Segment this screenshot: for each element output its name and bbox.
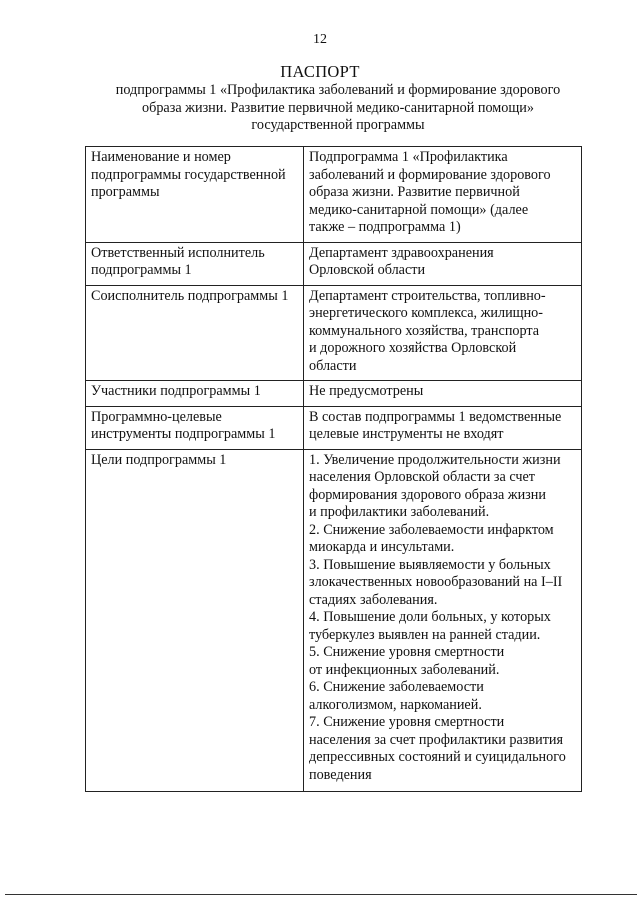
- row-value: [304, 406, 582, 449]
- value-line: 6. Снижение заболеваемости: [309, 679, 484, 695]
- value-line: образа жизни. Развитие первичной: [309, 184, 520, 200]
- value-line: области: [309, 357, 357, 374]
- value-line: Департамент строительства, топливно-: [309, 287, 546, 304]
- label-line: программы: [91, 184, 160, 200]
- label-line: Наименование и номер: [91, 149, 231, 165]
- value-line: 5. Снижение уровня смертности: [309, 644, 505, 660]
- bottom-divider: [5, 894, 637, 895]
- label-line: Участники подпрограммы 1: [91, 383, 261, 399]
- value-line: Подпрограмма 1 «Профилактика: [309, 149, 508, 165]
- label-line: подпрограммы государственной: [91, 166, 286, 183]
- label-line: Ответственный исполнитель: [91, 244, 265, 261]
- table-row: [86, 449, 582, 792]
- label-line: Соисполнитель подпрограммы 1: [91, 287, 289, 304]
- value-line: депрессивных состояний и суицидального: [309, 749, 566, 765]
- row-label: [86, 147, 304, 243]
- table-row: [86, 406, 582, 449]
- value-line: целевые инструменты не входят: [309, 426, 504, 442]
- table-row: [86, 381, 582, 407]
- label-line: инструменты подпрограммы 1: [91, 426, 276, 442]
- row-label: [86, 242, 304, 285]
- value-line: 7. Снижение уровня смертности: [309, 714, 505, 730]
- row-value: [304, 147, 582, 243]
- value-line: и профилактики заболеваний.: [309, 504, 490, 520]
- label-line: подпрограммы 1: [91, 262, 192, 278]
- table-row: [86, 285, 582, 381]
- value-line: Орловской области: [309, 262, 426, 278]
- value-line: формирования здорового образа жизни: [309, 486, 546, 503]
- row-value: [304, 242, 582, 285]
- value-line: туберкулез выявлен на ранней стадии.: [309, 626, 541, 643]
- document-title: ПАСПОРТ: [280, 62, 360, 81]
- value-line: населения за счет профилактики развития: [309, 731, 564, 748]
- value-line: Не предусмотрены: [309, 383, 424, 399]
- value-line: стадиях заболевания.: [309, 591, 438, 608]
- value-line: 2. Снижение заболеваемости инфарктом: [309, 521, 554, 538]
- row-value: [304, 449, 582, 792]
- subtitle-line: образа жизни. Развитие первичной медико-санитарной помощи»: [142, 99, 534, 116]
- passport-table: [85, 146, 582, 792]
- subtitle-line: подпрограммы 1 «Профилактика заболеваний и формирование здорового: [115, 82, 561, 98]
- value-line: злокачественных новообразований на I–II: [309, 574, 563, 590]
- value-line: 4. Повышение доли больных, у которых: [309, 609, 551, 625]
- value-line: алкоголизмом, наркоманией.: [309, 696, 482, 713]
- row-value: [304, 381, 582, 407]
- table-row: [86, 242, 582, 285]
- value-line: медико-санитарной помощи» (далее: [309, 201, 529, 218]
- table-row: [86, 147, 582, 243]
- value-line: энергетического комплекса, жилищно-: [309, 305, 543, 321]
- value-line: Департамент здравоохранения: [309, 244, 494, 261]
- value-line: от инфекционных заболеваний.: [309, 661, 500, 678]
- subtitle-line: государственной программы: [251, 117, 425, 133]
- row-value: [304, 285, 582, 381]
- row-label: [86, 381, 304, 407]
- row-label: [86, 406, 304, 449]
- value-line: коммунального хозяйства, транспорта: [309, 322, 540, 339]
- value-line: заболеваний и формирование здорового: [309, 166, 551, 183]
- value-line: 3. Повышение выявляемости у больных: [309, 556, 551, 573]
- value-line: населения Орловской области за счет: [309, 469, 536, 485]
- value-line: поведения: [309, 766, 372, 783]
- value-line: и дорожного хозяйства Орловской: [309, 340, 517, 356]
- row-label: [86, 285, 304, 381]
- row-label: [86, 449, 304, 792]
- value-line: миокарда и инсультами.: [309, 539, 455, 555]
- document-subtitle: [88, 82, 588, 135]
- label-line: Цели подпрограммы 1: [91, 451, 227, 468]
- label-line: Программно-целевые: [91, 408, 222, 425]
- value-line: также – подпрограмма 1): [309, 219, 461, 235]
- value-line: 1. Увеличение продолжительности жизни: [309, 451, 561, 468]
- page-number: 12: [313, 32, 327, 47]
- value-line: В состав подпрограммы 1 ведомственные: [309, 408, 562, 425]
